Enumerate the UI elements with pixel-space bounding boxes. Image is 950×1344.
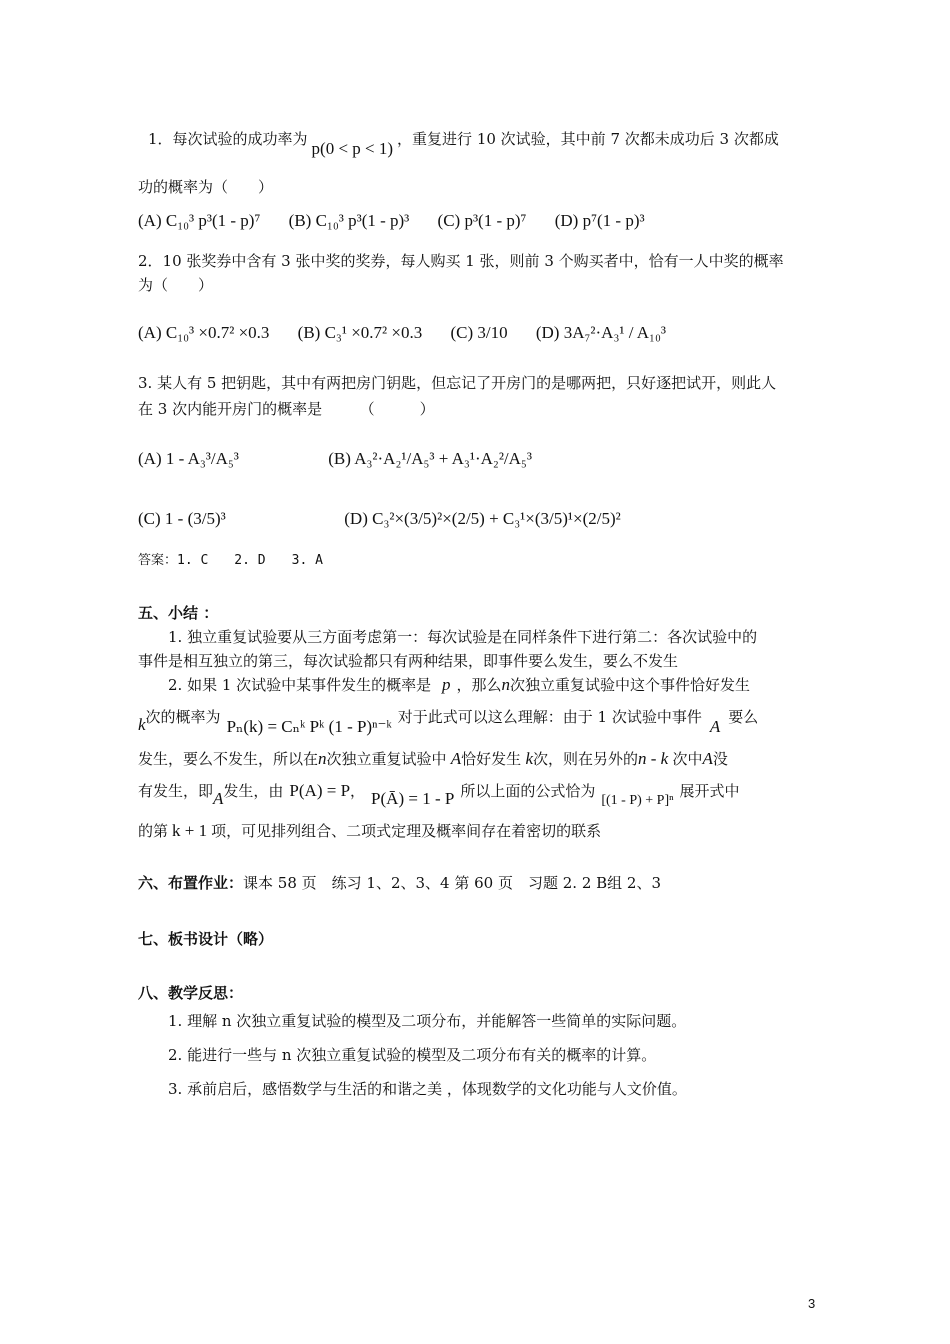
- section5-p1a: 1. 独立重复试验要从三方面考虑第一：每次试验是在同样条件下进行第二：各次试验中的: [168, 628, 758, 646]
- p2-text-8: 次独立重复试验中: [326, 750, 447, 768]
- p2-math-3: [(1 - P) + P]ⁿ: [601, 793, 674, 808]
- q2-line2: 为（ ）: [138, 276, 214, 294]
- p2-text-16: 所以上面的公式恰为: [460, 782, 596, 800]
- section8-title: 八、教学反思：: [138, 984, 244, 1002]
- p2-text-12: 没: [712, 750, 728, 768]
- q1-options: [138, 210, 669, 232]
- section5-p2-line3: 发生，要么不发生，所以在n次独立重复试验中 A恰好发生 k次，则在另外的n - k 次中A没: [138, 749, 728, 768]
- p2-text-15: ，: [350, 782, 366, 800]
- q3-option-d: (D) C₃²×(3/5)²×(2/5) + C₃¹×(3/5)¹×(2/5)²: [344, 509, 621, 528]
- q1-option-b: (B) C₁₀³ p³(1 - p)³: [288, 211, 410, 230]
- q1-condition: p(0 < p < 1): [311, 139, 394, 158]
- q1-option-c: (C) p³(1 - p)⁷: [437, 211, 527, 230]
- p2-text-3: 次独立重复试验中这个事件恰好发生: [509, 676, 750, 694]
- q2-option-d: (D) 3A₇²·A₃¹ / A₁₀³: [535, 323, 666, 342]
- q1-option-a: (A) C₁₀³ p³(1 - p)⁷: [138, 211, 261, 230]
- p2-text-10: 次，则在另外的: [532, 750, 638, 768]
- binomial-formula: Pₙ(k) = Cₙᵏ Pᵏ (1 - P)ⁿ⁻ᵏ: [226, 717, 392, 736]
- section5-p2-line4: 有发生，即A发生，由 P(A) = P， P(Ā) = 1 - P 所以上面的公式恰为[(1 - P) + P]ⁿ展开式中: [138, 781, 740, 808]
- p2-text-13: 有发生，即: [138, 782, 214, 800]
- section5-p2-line2: k次的概率为 Pₙ(k) = Cₙᵏ Pᵏ (1 - P)ⁿ⁻ᵏ 对于此式可以这么理解：由于 1 次试验中事件 A 要么: [138, 708, 759, 736]
- section5-p1b: 事件是相互独立的第三，每次试验都只有两种结果，即事件要么发生，要么不发生: [138, 652, 679, 670]
- q1-text-b: ，重复进行 10 次试验，其中前 7 次都未成功后 3 次都成: [397, 130, 779, 148]
- q3-option-a: (A) 1 - A₃³/A₅³: [138, 449, 239, 468]
- section6: [138, 872, 661, 894]
- p2-math-1: P(A) = P: [289, 781, 351, 800]
- p2-text-7: 发生，要么不发生，所以在: [138, 750, 319, 768]
- q3-option-b: (B) A₃²·A₂¹/A₅³ + A₃¹·A₂²/A₅³: [328, 449, 532, 468]
- p2-text-9: 恰好发生: [461, 750, 522, 768]
- q3-line1: 3. 某人有 5 把钥匙，其中有两把房门钥匙，但忘记了开房门的是哪两把，只好逐把试开，则此人: [138, 374, 777, 392]
- q2-option-c: (C) 3/10: [450, 323, 508, 342]
- p2-math-2: P(Ā) = 1 - P: [371, 789, 455, 808]
- q2-option-a: (A) C₁₀³ ×0.7² ×0.3: [138, 323, 270, 342]
- p2-text-18: 的第: [138, 822, 169, 840]
- p2-text-19: 项，可见排列组合、二项式定理及概率间存在着密切的联系: [211, 822, 602, 840]
- q2-options: [138, 322, 690, 344]
- p2-text-6: 要么: [728, 708, 759, 726]
- p2-text-1: 2. 如果 1 次试验中某事件发生的概率是: [168, 676, 432, 694]
- q1-text-a: 1．每次试验的成功率为: [148, 130, 308, 148]
- section6-title: 六、布置作业：: [138, 874, 244, 892]
- answers: 答案：1. C 2. D 3. A: [138, 553, 323, 568]
- q3-line2: 在 3 次内能开房门的概率是 （ ）: [138, 400, 435, 418]
- p2-text-14: 发生，由: [223, 782, 284, 800]
- reflection-item-3: 3. 承前启后，感悟数学与生活的和谐之美 ，体现数学的文化功能与人文价值。: [168, 1080, 687, 1098]
- section5-p2-line5: [138, 820, 601, 842]
- q3-options-row1: [138, 448, 532, 470]
- reflection-item-2: 2. 能进行一些与 n 次独立重复试验的模型及二项分布有关的概率的计算。: [168, 1046, 657, 1064]
- p2-text-17: 展开式中: [679, 782, 740, 800]
- section7-title: 七、板书设计（略）: [138, 930, 274, 948]
- p2-text-2: ，那么: [456, 676, 502, 694]
- page-number: 3: [808, 1296, 816, 1311]
- q1-option-d: (D) p⁷(1 - p)³: [554, 211, 645, 230]
- q1-line2: 功的概率为（ ）: [138, 178, 274, 196]
- section6-text: 课本 58 页 练习 1、2、3、4 第 60 页 习题 2. 2 B组 2、3: [243, 874, 662, 892]
- p2-text-11: 次中: [672, 750, 703, 768]
- section5-title: 五、小结 ：: [138, 604, 219, 622]
- p2-math-4: k + 1: [172, 821, 208, 840]
- q3-option-c: (C) 1 - (3/5)³: [138, 509, 226, 528]
- q3-options-row2: [138, 508, 621, 530]
- reflection-item-1: 1. 理解 n 次独立重复试验的模型及二项分布，并能解答一些简单的实际问题。: [168, 1012, 687, 1030]
- p2-text-4: 次的概率为: [145, 708, 221, 726]
- q2-line1: 2．10 张奖券中含有 3 张中奖的奖券，每人购买 1 张，则前 3 个购买者中，恰有一人中奖的概率: [138, 252, 784, 270]
- q1-line1: [148, 128, 779, 158]
- q2-option-b: (B) C₃¹ ×0.7² ×0.3: [297, 323, 423, 342]
- section5-p2-line1: 2. 如果 1 次试验中某事件发生的概率是 p ，那么n次独立重复试验中这个事件恰好发生: [168, 675, 750, 694]
- p2-text-5: 对于此式可以这么理解：由于 1 次试验中事件: [397, 708, 702, 726]
